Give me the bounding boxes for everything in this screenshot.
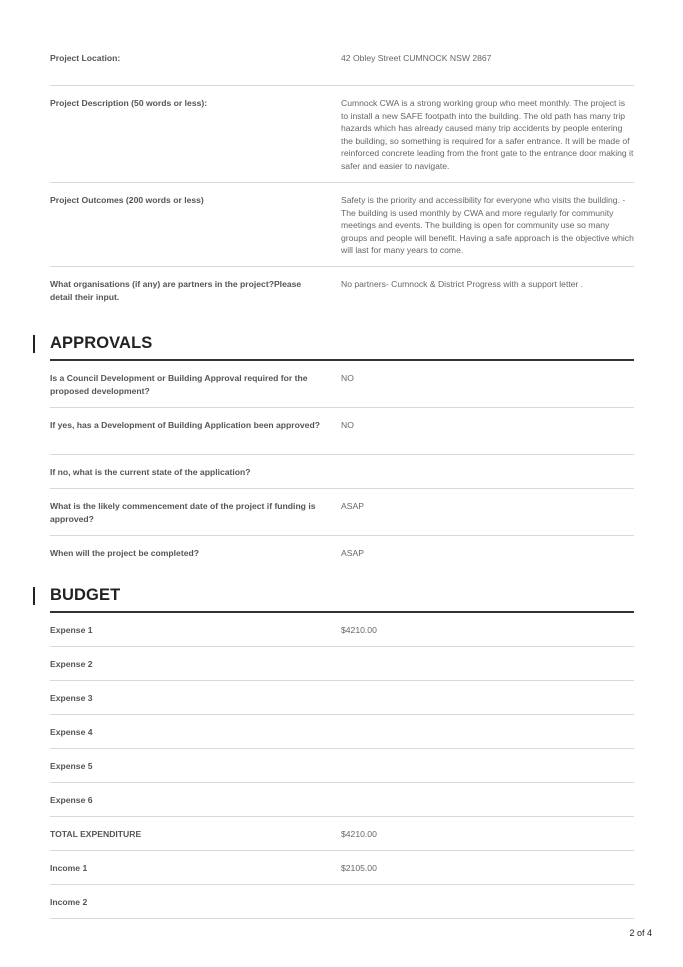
field-value: NO	[341, 373, 354, 383]
field-label: Project Location:	[50, 53, 121, 63]
table-row	[50, 783, 634, 817]
table-row	[50, 647, 634, 681]
field-label: Expense 6	[50, 795, 93, 805]
field-label: TOTAL EXPENDITURE	[50, 829, 142, 839]
field-label: Project Outcomes (200 words or less)	[50, 195, 204, 205]
field-value: $4210.00	[341, 625, 377, 635]
field-label: Is a Council Development or Building Approval required for the proposed development?	[50, 373, 308, 396]
field-label: Project Description (50 words or less):	[50, 98, 208, 108]
table-row	[50, 536, 634, 569]
field-label: What is the likely commencement date of the project if funding is approved?	[50, 501, 316, 524]
field-value	[341, 692, 634, 714]
field-value	[341, 794, 634, 816]
field-value: No partners- Cumnock & District Progress with a support letter .	[341, 279, 584, 289]
field-label: Expense 2	[50, 659, 93, 669]
form-page	[50, 52, 634, 919]
project-details-section	[50, 52, 634, 314]
field-label: If no, what is the current state of the application?	[50, 467, 251, 477]
field-label: Expense 4	[50, 727, 93, 737]
table-row	[50, 851, 634, 885]
field-value	[341, 896, 634, 918]
field-value: ASAP	[341, 548, 364, 558]
table-row	[50, 817, 634, 851]
table-row	[50, 489, 634, 536]
section-marker	[33, 587, 35, 605]
field-label: What organisations (if any) are partners in the project?Please detail their input.	[50, 279, 302, 302]
table-row	[50, 52, 634, 86]
table-row	[50, 885, 634, 919]
field-value: Safety is the priority and accessibility for everyone who visits the building. - The building is used monthly by CWA and more regularly for community meetings and events. The building is open for community use so many groups and people will benefit. Having a safe approach is the objective which will last for many years to come.	[341, 195, 634, 256]
section-title: BUDGET	[50, 586, 634, 613]
field-label: Income 2	[50, 897, 88, 907]
field-value: Cumnock CWA is a strong working group who meet monthly. The project is to install a new SAFE footpath into the building. The old path has many trip hazards which has already caused many trip accidents by people entering the building, so something is required for a safer entrance. It will be made of reinforced concrete leading from the front gate to the entrance door making it safer and easier to navigate.	[341, 98, 634, 171]
field-label: Expense 5	[50, 761, 93, 771]
field-label: When will the project be completed?	[50, 548, 199, 558]
table-row	[50, 749, 634, 783]
field-label: Expense 3	[50, 693, 93, 703]
approvals-section	[50, 334, 634, 569]
field-value: 42 Obley Street CUMNOCK NSW 2867	[341, 53, 492, 63]
field-value: $2105.00	[341, 863, 377, 873]
field-value: NO	[341, 420, 354, 430]
field-value	[341, 466, 634, 488]
field-value: $4210.00	[341, 829, 377, 839]
field-value	[341, 726, 634, 748]
field-label: Income 1	[50, 863, 88, 873]
budget-section	[50, 586, 634, 919]
field-value: ASAP	[341, 501, 364, 511]
field-value	[341, 658, 634, 680]
table-row	[50, 86, 634, 183]
table-row	[50, 613, 634, 647]
section-marker	[33, 335, 35, 353]
field-label: Expense 1	[50, 625, 93, 635]
table-row	[50, 455, 634, 489]
field-value	[341, 760, 634, 782]
field-label: If yes, has a Development of Building Application been approved?	[50, 420, 320, 430]
table-row	[50, 183, 634, 267]
table-row	[50, 267, 634, 314]
table-row	[50, 408, 634, 455]
table-row	[50, 361, 634, 408]
table-row	[50, 715, 634, 749]
page-number: 2 of 4	[629, 928, 652, 938]
table-row	[50, 681, 634, 715]
section-title: APPROVALS	[50, 334, 634, 361]
